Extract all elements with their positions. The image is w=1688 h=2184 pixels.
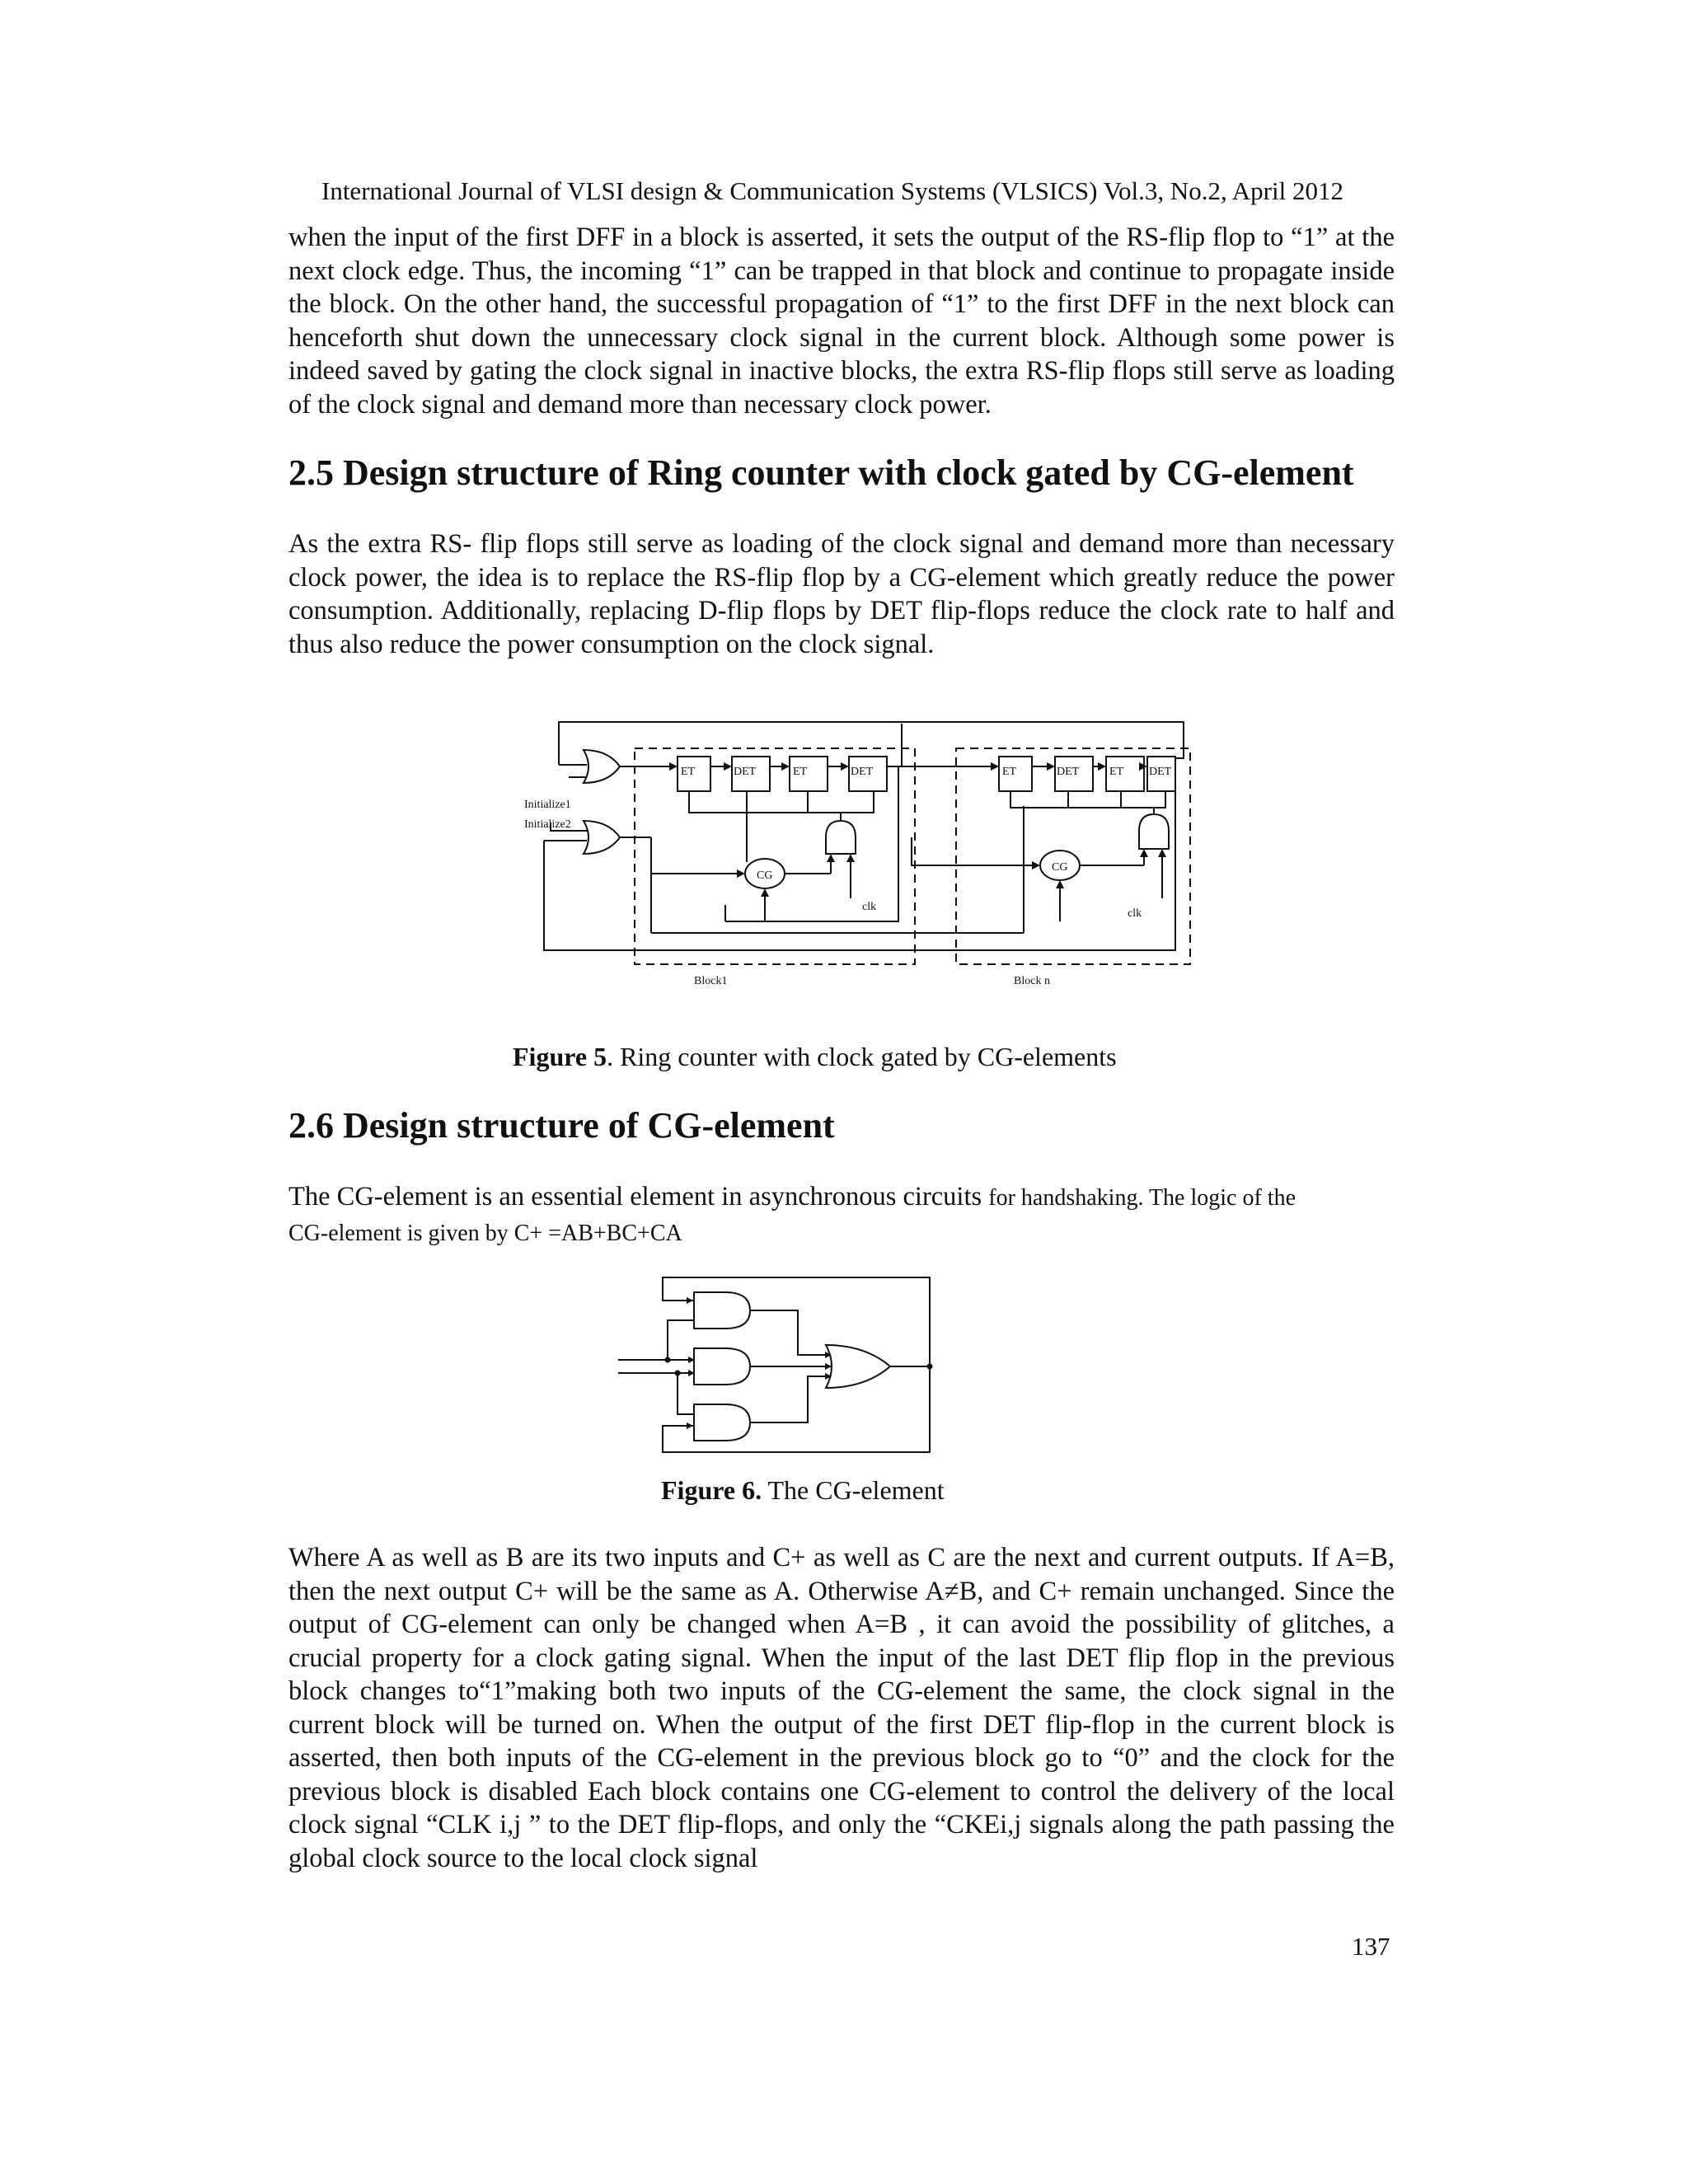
- figure-6-caption: [661, 1474, 945, 1507]
- block-n-ff-4-label: DET: [1149, 766, 1172, 778]
- or-gate-1: [584, 750, 620, 783]
- block-n-boundary: [956, 748, 1190, 964]
- figure-6-caption-label: Figure 6.: [661, 1475, 762, 1505]
- paragraph-section-2-5: [288, 527, 1395, 661]
- block-1-cg-label: CG: [757, 869, 773, 882]
- paragraph-section-2-6: [288, 1180, 1395, 1250]
- block-1-ff-4-label: DET: [851, 766, 874, 778]
- page-number: 137: [1352, 1932, 1390, 1961]
- paragraph-section-2-5-text: As the extra RS- flip flops still serve as loading of the clock signal and demand more than necessary clock power, the idea is to replace the RS-flip flop by a CG-element which greatly reduce the power consumption. Additionally, replacing D-flip flops by DET flip-flops reduce the clock rate to half and thus also reduce the power consumption on the clock signal.: [288, 529, 1395, 659]
- block-n-ff-1-label: ET: [1002, 766, 1017, 778]
- block-n-label: Block n: [1014, 975, 1050, 987]
- paragraph-section-2-6-text: The CG-element is an essential element in asynchronous circuits for handshaking. The logic of the CG-element is given by C+ =AB+BC+CA: [288, 1182, 1296, 1246]
- paragraph-cg-explanation: [288, 1541, 1395, 1875]
- block-1-label: Block1: [694, 975, 728, 987]
- paragraph-intro: [288, 221, 1395, 421]
- block-1-ff-3-label: ET: [793, 766, 808, 778]
- block-n-cg-label: CG: [1052, 861, 1068, 874]
- block-n-and-gate: [1139, 814, 1169, 849]
- initialize2-label: Initialize2: [524, 818, 571, 831]
- and-gate-middle: [694, 1348, 750, 1385]
- and-gate-bottom: [694, 1404, 750, 1441]
- or-gate-2: [584, 821, 620, 854]
- figure-5-caption-text: . Ring counter with clock gated by CG-elements: [607, 1042, 1117, 1071]
- block-n-ff-3-label: ET: [1109, 766, 1124, 778]
- section-2-6-heading: 2.6 Design structure of CG-element: [288, 1105, 835, 1146]
- block-1-clk-label: clk: [862, 901, 877, 913]
- or-gate: [826, 1345, 890, 1388]
- block-n-clk-label: clk: [1128, 907, 1142, 920]
- section-2-5-heading: 2.5 Design structure of Ring counter with clock gated by CG-element: [288, 452, 1354, 493]
- block-1-and-gate: [826, 821, 856, 854]
- block-1-ff-1-label: ET: [681, 766, 696, 778]
- figure-5-ring-counter-diagram: [519, 715, 1203, 996]
- initialize1-label: Initialize1: [524, 799, 571, 811]
- figure-6-caption-text: The CG-element: [762, 1475, 945, 1505]
- block-n-ff-2-label: DET: [1057, 766, 1080, 778]
- running-header: International Journal of VLSI design & Communication Systems (VLSICS) Vol.3, No.2, April 2012: [321, 176, 1343, 205]
- figure-5-caption-label: Figure 5: [513, 1042, 607, 1071]
- figure-5-caption: [513, 1040, 1117, 1073]
- and-gate-top: [694, 1292, 750, 1329]
- figure-6-cg-element-diagram: [610, 1269, 956, 1459]
- paragraph-cg-explanation-text: Where A as well as B are its two inputs and C+ as well as C are the next and current outputs. If A=B, then the next output C+ will be the same as A. Otherwise A≠B, and C+ remain unchanged. Since the output of CG-element can only be changed when A=B , it can avoid the possibility of glitches, a crucial property for a clock gating signal. When the input of the last DET flip flop in the previous block changes to“1”making both two inputs of the CG-element the same, the clock signal in the current block will be turned on. When the output of the first DET flip-flop in the current block is asserted, then both inputs of the CG-element in the previous block go to “0” and the clock for the previous block is disabled Each block contains one CG-element to control the delivery of the local clock signal “CLK i,j ” to the DET flip-flops, and only the “CKEi,j signals along the path passing the global clock source to the local clock signal: [288, 1543, 1395, 1873]
- block-1-ff-2-label: DET: [734, 766, 757, 778]
- paragraph-intro-text: when the input of the first DFF in a block is asserted, it sets the output of the RS-flip flop to “1” at the next clock edge. Thus, the incoming “1” can be trapped in that block and continue to propagate inside the block. On the other hand, the successful propagation of “1” to the first DFF in the next block can henceforth shut down the unnecessary clock signal in the current block. Although some power is indeed saved by gating the clock signal in inactive blocks, the extra RS-flip flops still serve as loading of the clock signal and demand more than necessary clock power.: [288, 223, 1395, 419]
